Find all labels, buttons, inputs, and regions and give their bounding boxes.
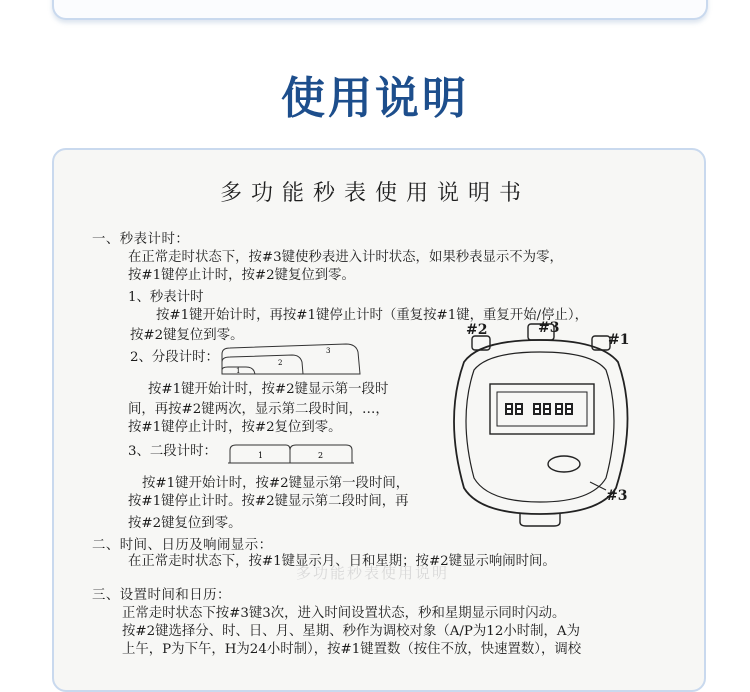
subsection-1-line: 按#1键开始计时，再按#1键停止计时（重复按#1键，重复开始/停止）， [156, 308, 588, 323]
manual-title: 多功能秒表使用说明书 [219, 181, 530, 206]
section-3-line: 按#2键选择分、时、日、月、星期、秒作为调校对象（A/P为12小时制，A为 [122, 624, 580, 639]
two-split-label-1: 1 [258, 451, 264, 460]
section-1-line: 在正常走时状态下，按#3键使秒表进入计时状态，如果秒表显示不为零， [128, 250, 563, 265]
previous-section-card [52, 0, 708, 20]
section-1-heading: 一、秒表计时： [92, 232, 190, 247]
page-heading: 使用说明 [281, 73, 469, 124]
section-3-line: 上午，P为下午，H为24小时制），按#1键置数（按住不放，快速置数），调校 [122, 642, 582, 657]
subsection-1-line: 按#2键复位到零。 [130, 328, 244, 343]
label-button-3-top: #3 [538, 320, 560, 336]
subsection-3-line: 按#2键复位到零。 [128, 516, 242, 531]
subsection-3-heading: 3、二段计时： [128, 444, 217, 459]
section-1-line: 按#1键停止计时，按#2键复位到零。 [128, 268, 355, 283]
label-button-1: #1 [608, 332, 630, 348]
split-label-2: 2 [278, 359, 283, 367]
subsection-2-line: 间，再按#2键两次，显示第二段时间，…， [128, 402, 389, 417]
subsection-3-line: 按#1键开始计时，按#2键显示第一段时间， [142, 476, 410, 491]
front-button-icon [548, 456, 580, 472]
subsection-2-line: 按#1键开始计时，按#2键显示第一段时 [148, 382, 389, 397]
two-split-diagram [228, 442, 354, 464]
split-label-3: 3 [326, 347, 331, 355]
section-3-heading: 三、设置时间和日历： [92, 588, 231, 603]
subsection-3-line: 按#1键停止计时。按#2键显示第二段时间，再 [128, 494, 409, 509]
section-3-line: 正常走时状态下按#3键3次，进入时间设置状态，秒和星期显示同时闪动。 [122, 606, 566, 621]
label-button-3-bottom: #3 [606, 488, 628, 504]
two-split-label-2: 2 [318, 451, 324, 460]
subsection-1-heading: 1、秒表计时 [128, 290, 204, 305]
subsection-2-heading: 2、分段计时： [130, 350, 219, 365]
subsection-2-line: 按#1键停止计时，按#2复位到零。 [128, 420, 342, 435]
button-2-icon [472, 336, 490, 350]
section-2-line: 在正常走时状态下，按#1键显示月、日和星期；按#2键显示响闹时间。 [128, 554, 556, 569]
split-timing-diagram [220, 340, 362, 376]
watermark-text: 多功能秒表使用说明 [296, 564, 450, 582]
label-button-2: #2 [466, 322, 488, 338]
section-2-heading: 二、时间、日历及响闹显示： [92, 538, 273, 553]
split-label-1: 1 [236, 367, 241, 375]
